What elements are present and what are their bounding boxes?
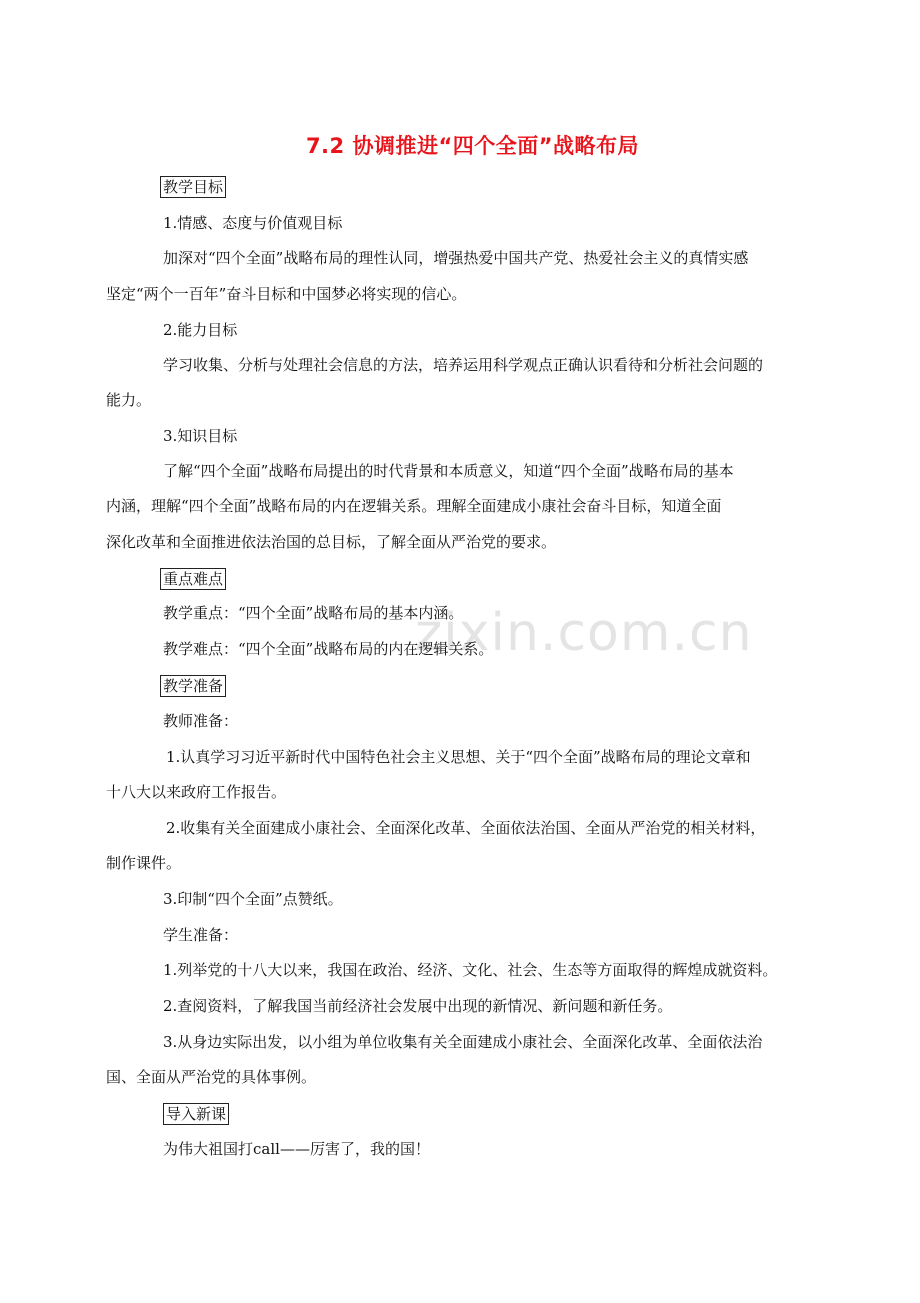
paragraph-line: 教学难点：“四个全面”战略布局的内在逻辑关系。 bbox=[163, 640, 494, 658]
paragraph-line: 了解“四个全面”战略布局提出的时代背景和本质意义，知道“四个全面”战略布局的基本 bbox=[163, 462, 734, 480]
paragraph-line: 3.印制“四个全面”点赞纸。 bbox=[163, 890, 343, 908]
section-heading-teaching-goals: 教学目标 bbox=[160, 176, 226, 198]
paragraph-line: 学习收集、分析与处理社会信息的方法，培养运用科学观点正确认识看待和分析社会问题的 bbox=[163, 356, 764, 374]
paragraph-line: 1.认真学习习近平新时代中国特色社会主义思想、关于“四个全面”战略布局的理论文章和 bbox=[166, 748, 751, 766]
paragraph-line: 为伟大祖国打call——厉害了，我的国！ bbox=[163, 1140, 430, 1158]
paragraph-line: 十八大以来政府工作报告。 bbox=[106, 783, 287, 801]
paragraph-line: 坚定“两个一百年”奋斗目标和中国梦必将实现的信心。 bbox=[106, 285, 467, 303]
watermark: zixin.com.cn bbox=[415, 603, 753, 663]
paragraph-line: 1.列举党的十八大以来，我国在政治、经济、文化、社会、生态等方面取得的辉煌成就资料。 bbox=[163, 961, 778, 979]
paragraph-line: 1.情感、态度与价值观目标 bbox=[163, 214, 343, 232]
paragraph-line: 教学重点：“四个全面”战略布局的基本内涵。 bbox=[163, 604, 464, 622]
section-heading-new-lesson: 导入新课 bbox=[163, 1103, 229, 1125]
paragraph-line: 3.从身边实际出发，以小组为单位收集有关全面建成小康社会、全面深化改革、全面依法治 bbox=[163, 1033, 763, 1051]
paragraph-line: 内涵，理解“四个全面”战略布局的内在逻辑关系。理解全面建成小康社会奋斗目标，知道全面 bbox=[106, 497, 722, 515]
section-heading-preparation: 教学准备 bbox=[160, 675, 226, 697]
paragraph-line: 加深对“四个全面”战略布局的理性认同，增强热爱中国共产党、热爱社会主义的真情实感 bbox=[163, 249, 749, 267]
paragraph-line: 能力。 bbox=[106, 391, 152, 409]
page-title: 7.2 协调推进“四个全面”战略布局 bbox=[305, 134, 640, 158]
paragraph-line: 国、全面从严治党的具体事例。 bbox=[106, 1068, 317, 1086]
paragraph-line: 2.能力目标 bbox=[163, 321, 238, 339]
section-heading-key-points: 重点难点 bbox=[160, 568, 226, 590]
paragraph-line: 教师准备： bbox=[163, 712, 239, 730]
paragraph-line: 2.查阅资料，了解我国当前经济社会发展中出现的新情况、新问题和新任务。 bbox=[163, 997, 673, 1015]
paragraph-line: 学生准备： bbox=[163, 926, 239, 944]
paragraph-line: 制作课件。 bbox=[106, 854, 182, 872]
paragraph-line: 深化改革和全面推进依法治国的总目标，了解全面从严治党的要求。 bbox=[106, 533, 557, 551]
paragraph-line: 3.知识目标 bbox=[163, 427, 238, 445]
paragraph-line: 2.收集有关全面建成小康社会、全面深化改革、全面依法治国、全面从严治党的相关材料， bbox=[166, 819, 766, 837]
